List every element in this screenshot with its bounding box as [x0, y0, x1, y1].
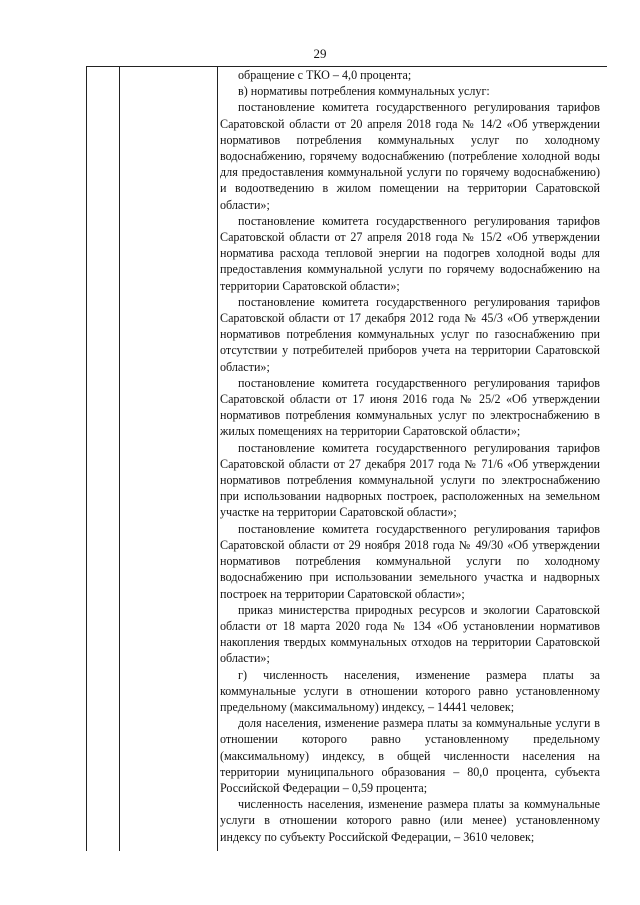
paragraph: постановление комитета государственного регулирования тарифов Саратовской области от 29 ноября 2018 года № 49/30 «Об утверждении нормативов потребления коммунальной услуги по холодному водоснабжению при использовании земельного участка и надворных построек на территории Саратовской области»; [220, 521, 600, 601]
paragraph: в) нормативы потребления коммунальных услуг: [238, 84, 490, 99]
paragraph: постановление комитета государственного регулирования тарифов Саратовской области от 20 апреля 2018 года № 14/2 «Об утверждении нормативов потребления коммунальных услуг по холодному водоснабжению, горячему водоснабжению (потребление холодной воды для предоставления коммунальной услуги по горячему водоснабжению) и водоотведению в жилом помещении на территории Саратовской области»; [220, 100, 600, 212]
paragraph: численность населения, изменение размера платы за коммунальные услуги в отношении которого равно (или менее) установленному индексу по субъекту Российской Федерации, – 3610 человек; [220, 797, 600, 844]
paragraph: постановление комитета государственного регулирования тарифов Саратовской области от 27 апреля 2018 года № 15/2 «Об утверждении норматива расхода тепловой энергии на подогрев холодной воды для предоставления коммунальной услуги по горячему водоснабжению на территории Саратовской области»; [220, 213, 600, 293]
column-divider-2 [217, 67, 218, 851]
paragraph: доля населения, изменение размера платы за коммунальные услуги в отношении которого равно установленному предельному (максимальному) индексу, в общей численности населения на территории муниципального образования – 80,0 процента, субъекта Российской Федерации – 0,59 процента; [220, 716, 600, 795]
paragraph: постановление комитета государственного регулирования тарифов Саратовской области от 17 декабря 2012 года № 45/3 «Об утверждении нормативов потребления коммунальных услуг по газоснабжению при отсутствии у потребителей приборов учета на территории Саратовской области»; [220, 294, 600, 374]
document-table [86, 66, 607, 851]
paragraph: приказ министерства природных ресурсов и экологии Саратовской области от 18 марта 2020 года № 134 «Об установлении нормативов накопления твердых коммунальных отходов на территории Саратовской области»; [220, 602, 600, 666]
paragraph: обращение с ТКО – 4,0 процента; [238, 68, 412, 82]
paragraph: постановление комитета государственного регулирования тарифов Саратовской области от 27 декабря 2017 года № 71/6 «Об утверждении нормативов потребления коммунальной услуги по электроснабжению при использовании надворных построек, расположенных на земельном участке на территории Саратовской области»; [220, 440, 600, 520]
paragraph: г) численность населения, изменение размера платы за коммунальные услуги в отношении которого равно установленному предельному (максимальному) индексу, – 14441 человек; [220, 667, 600, 714]
paragraph: постановление комитета государственного регулирования тарифов Саратовской области от 17 июня 2016 года № 25/2 «Об утверждении нормативов потребления коммунальных услуг по электроснабжению в жилых помещениях на территории Саратовской области»; [220, 375, 600, 439]
page-number: 29 [313, 46, 327, 61]
column-divider-1 [119, 67, 120, 851]
table-cell-text [220, 67, 600, 845]
